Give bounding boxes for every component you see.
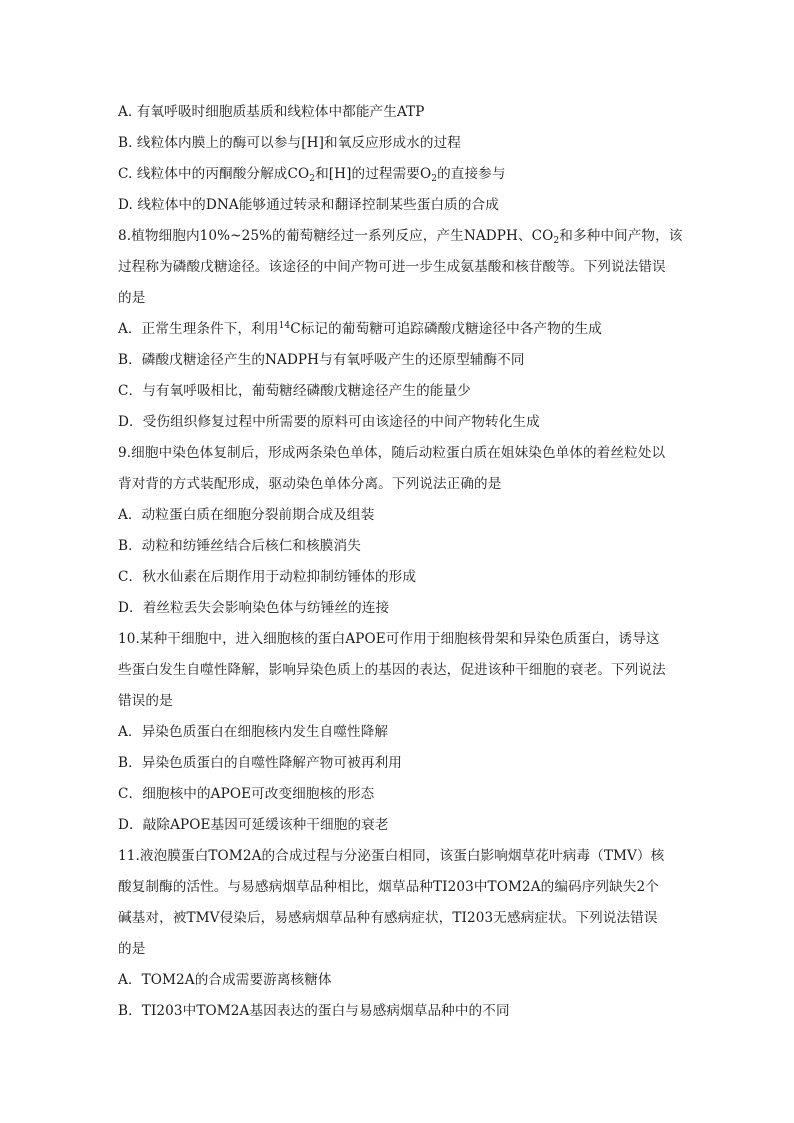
q7-option-d: D. 线粒体中的DNA能够通过转录和翻译控制某些蛋白质的合成 [118, 197, 499, 213]
subscript: 2 [553, 236, 560, 246]
q10-option-a: A．异染色质蛋白在细胞核内发生自噬性降解 [118, 724, 389, 740]
q10-option-c: C．细胞核中的APOE可改变细胞核的形态 [118, 786, 375, 802]
q10-stem-line: 错误的是 [118, 693, 173, 709]
q7-option-c-text: 的直接参与 [437, 166, 506, 182]
superscript: 14 [278, 321, 291, 331]
q8-stem-line: 过程称为磷酸戊糖途径。该途径的中间产物可进一步生成氨基酸和核苷酸等。下列说法错误 [118, 259, 666, 275]
q8-option-b: B．磷酸戊糖途径产生的NADPH与有氧呼吸产生的还原型辅酶不同 [118, 352, 525, 368]
q8-option-d: D．受伤组织修复过程中所需要的原料可由该途径的中间产物转化生成 [118, 414, 540, 430]
q11-stem-line: 酸复制酶的活性。与易感病烟草品种相比，烟草品种TI203中TOM2A的编码序列缺失2个 [118, 879, 659, 895]
q8-option-a-text: C标记的葡萄糖可追踪磷酸戊糖途径中各产物的生成 [290, 321, 602, 337]
subscript: 2 [431, 174, 438, 184]
q11-option-b: B．TI203中TOM2A基因表达的蛋白与易感病烟草品种中的不同 [118, 1003, 510, 1019]
q8-stem-text: 和多种中间产物，该 [559, 228, 683, 244]
q11-stem-line: 碱基对，被TMV侵染后，易感病烟草品种有感病症状，TI203无感病症状。下列说法错误 [118, 910, 658, 926]
q10-option-d: D．敲除APOE基因可延缓该种干细胞的衰老 [118, 817, 389, 833]
q8-option-a-text: A．正常生理条件下，利用 [118, 321, 279, 337]
exam-page [118, 97, 683, 1027]
q8-option-c: C．与有氧呼吸相比，葡萄糖经磷酸戊糖途径产生的能量少 [118, 383, 471, 399]
q7-option-a: A. 有氧呼吸时细胞质基质和线粒体中都能产生ATP [118, 104, 425, 120]
q7-option-b: B. 线粒体内膜上的酶可以参与[H]和氧反应形成水的过程 [118, 135, 461, 151]
q7-option-c-text: 和[H]的过程需要O [315, 166, 432, 182]
q11-stem-line: 的是 [118, 941, 146, 957]
q7-option-c-text: C. 线粒体中的丙酮酸分解成CO [118, 166, 310, 182]
q9-option-c: C．秋水仙素在后期作用于动粒抑制纺锤体的形成 [118, 569, 417, 585]
q9-option-a: A．动粒蛋白质在细胞分裂前期合成及组装 [118, 507, 375, 523]
q8-stem-line [118, 221, 683, 252]
subscript: 2 [309, 174, 316, 184]
q8-stem-text: 8.植物细胞内10%~25%的葡萄糖经过一系列反应，产生NADPH、CO [118, 228, 554, 244]
q9-option-d: D．着丝粒丢失会影响染色体与纺锤丝的连接 [118, 600, 390, 616]
q9-stem-line: 背对背的方式装配形成，驱动染色单体分离。下列说法正确的是 [118, 476, 502, 492]
q11-stem-line: 11.液泡膜蛋白TOM2A的合成过程与分泌蛋白相同，该蛋白影响烟草花叶病毒（TMV）核 [118, 848, 665, 864]
q10-option-b: B．异染色质蛋白的自噬性降解产物可被再利用 [118, 755, 402, 771]
q9-option-b: B．动粒和纺锤丝结合后核仁和核膜消失 [118, 538, 361, 554]
q10-stem-line: 10.某种干细胞中，进入细胞核的蛋白APOE可作用于细胞核骨架和异染色质蛋白，诱导这 [118, 631, 660, 647]
q11-option-a: A．TOM2A的合成需要游离核糖体 [118, 972, 332, 988]
q7-option-c [118, 159, 678, 190]
q8-option-a [118, 314, 678, 345]
q9-stem-line: 9.细胞中染色体复制后，形成两条染色单体，随后动粒蛋白质在姐妹染色单体的着丝粒处以 [118, 445, 666, 461]
q8-stem-line: 的是 [118, 290, 146, 306]
q10-stem-line: 些蛋白发生自噬性降解，影响异染色质上的基因的表达，促进该种干细胞的衰老。下列说法 [118, 662, 666, 678]
